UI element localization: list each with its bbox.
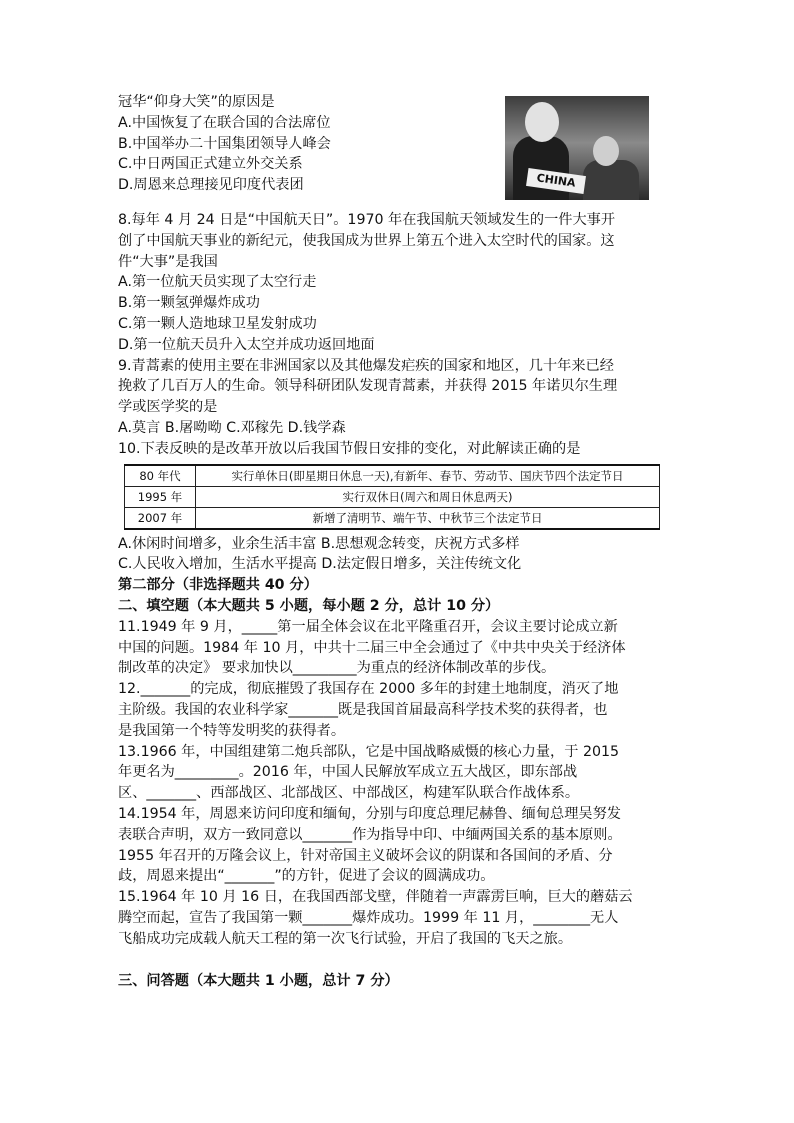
q7-option-d: D.周恩来总理接见印度代表团 — [118, 177, 304, 194]
table-year-cell: 1995 年 — [125, 486, 196, 507]
fill-line: 14.1954 年，周恩来访问印度和缅甸，分别与印度总理尼赫鲁、缅甸总理吴努发 — [118, 805, 621, 822]
qa-section-title: 三、问答题（本大题共 1 小题，总计 7 分） — [118, 973, 399, 990]
fill-line: 是我国第一个特等发明奖的获得者。 — [118, 722, 346, 739]
holiday-table — [124, 464, 660, 530]
china-nameplate: CHINA — [526, 168, 586, 194]
exam-page — [118, 92, 678, 992]
q8-option-a: A.第一位航天员实现了太空行走 — [118, 274, 317, 291]
fill-section-title: 二、填空题（本大题共 5 小题，每小题 2 分，总计 10 分） — [118, 597, 500, 614]
fill-line: 年更名为_________。2016 年，中国人民解放军成立五大战区，即东部战 — [118, 764, 578, 781]
q8-option-d: D.第一位航天员升入太空并成功返回地面 — [118, 336, 375, 353]
q9-options: A.莫言 B.屠呦呦 C.邓稼先 D.钱学森 — [118, 419, 346, 436]
q8-line: 8.每年 4 月 24 日是“中国航天日”。1970 年在我国航天领域发生的一件大事开 — [118, 211, 616, 228]
q7-option-b: B.中国举办二十国集团领导人峰会 — [118, 135, 331, 152]
fill-line: 腾空而起，宣告了我国第一颗_______爆炸成功。1999 年 11 月，________无人 — [118, 909, 619, 926]
q10-stem: 10.下表反映的是改革开放以后我国节假日安排的变化，对此解读正确的是 — [118, 440, 581, 457]
part2-title: 第二部分（非选择题共 40 分） — [118, 577, 318, 594]
q8-option-b: B.第一颗氢弹爆炸成功 — [118, 295, 260, 312]
fill-line: 15.1964 年 10 月 16 日，在我国西部戈壁，伴随着一声霹雳巨响，巨大的蘑菇云 — [118, 889, 633, 906]
fill-line: 11.1949 年 9 月，_____第一届全体会议在北平隆重召开，会议主要讨论成立新 — [118, 618, 618, 635]
fill-line: 飞船成功完成载人航天工程的第一次飞行试验，开启了我国的飞天之旅。 — [118, 930, 573, 947]
q8-line: 件“大事”是我国 — [118, 253, 218, 270]
q9-line: 9.青蒿素的使用主要在非洲国家以及其他爆发疟疾的国家和地区，几十年来已经 — [118, 357, 614, 374]
fill-line: 表联合声明，双方一致同意以_______作为指导中印、中缅两国关系的基本原则。 — [118, 826, 622, 843]
fill-line: 主阶级。我国的农业科学家_______既是我国首届最高科学技术奖的获得者，也 — [118, 701, 608, 718]
q8-option-c: C.第一颗人造地球卫星发射成功 — [118, 315, 317, 332]
table-row — [125, 486, 660, 507]
table-year-cell: 2007 年 — [125, 507, 196, 529]
fill-line: 制改革的决定》 要求加快以_________为重点的经济体制改革的步伐。 — [118, 660, 556, 677]
fill-line: 歧，周恩来提出“_______”的方针，促进了会议的圆满成功。 — [118, 868, 495, 885]
q9-line: 学或医学奖的是 — [118, 399, 218, 416]
fill-line: 中国的问题。1984 年 10 月，中共十二届三中全会通过了《中共中央关于经济体 — [118, 639, 626, 656]
fill-line: 13.1966 年，中国组建第二炮兵部队，它是中国战略威慑的核心力量，于 2015 — [118, 743, 620, 760]
q7-option-c: C.中日两国正式建立外交关系 — [118, 156, 303, 173]
table-row — [125, 465, 660, 487]
q7-stem: 冠华“仰身大笑”的原因是 — [118, 94, 275, 110]
table-desc-cell: 新增了清明节、端午节、中秋节三个法定节日 — [196, 507, 660, 529]
table-row — [125, 507, 660, 529]
q9-line: 挽救了几百万人的生命。领导科研团队发现青蒿素，并获得 2015 年诺贝尔生理 — [118, 378, 618, 395]
table-desc-cell: 实行单休日(即星期日休息一天),有新年、春节、劳动节、国庆节四个法定节日 — [196, 465, 660, 487]
fill-line: 1955 年召开的万隆会议上，针对帝国主义破坏会议的阴谋和各国间的矛盾、分 — [118, 847, 613, 864]
fill-line: 12._______的完成，彻底摧毁了我国存在 2000 多年的封建土地制度，消灭了地 — [118, 681, 619, 698]
table-year-cell: 80 年代 — [125, 465, 196, 487]
q10-options-ab: A.休闲时间增多，业余生活丰富 B.思想观念转变，庆祝方式多样 — [118, 535, 520, 552]
q7-option-a: A.中国恢复了在联合国的合法席位 — [118, 114, 331, 131]
table-desc-cell: 实行双休日(周六和周日休息两天) — [196, 486, 660, 507]
fill-line: 区、_______、西部战区、北部战区、中部战区，构建军队联合作战体系。 — [118, 785, 580, 802]
q8-line: 创了中国航天事业的新纪元，使我国成为世界上第五个进入太空时代的国家。这 — [118, 232, 615, 249]
q10-options-cd: C.人民收入增加，生活水平提高 D.法定假日增多，关注传统文化 — [118, 556, 522, 573]
